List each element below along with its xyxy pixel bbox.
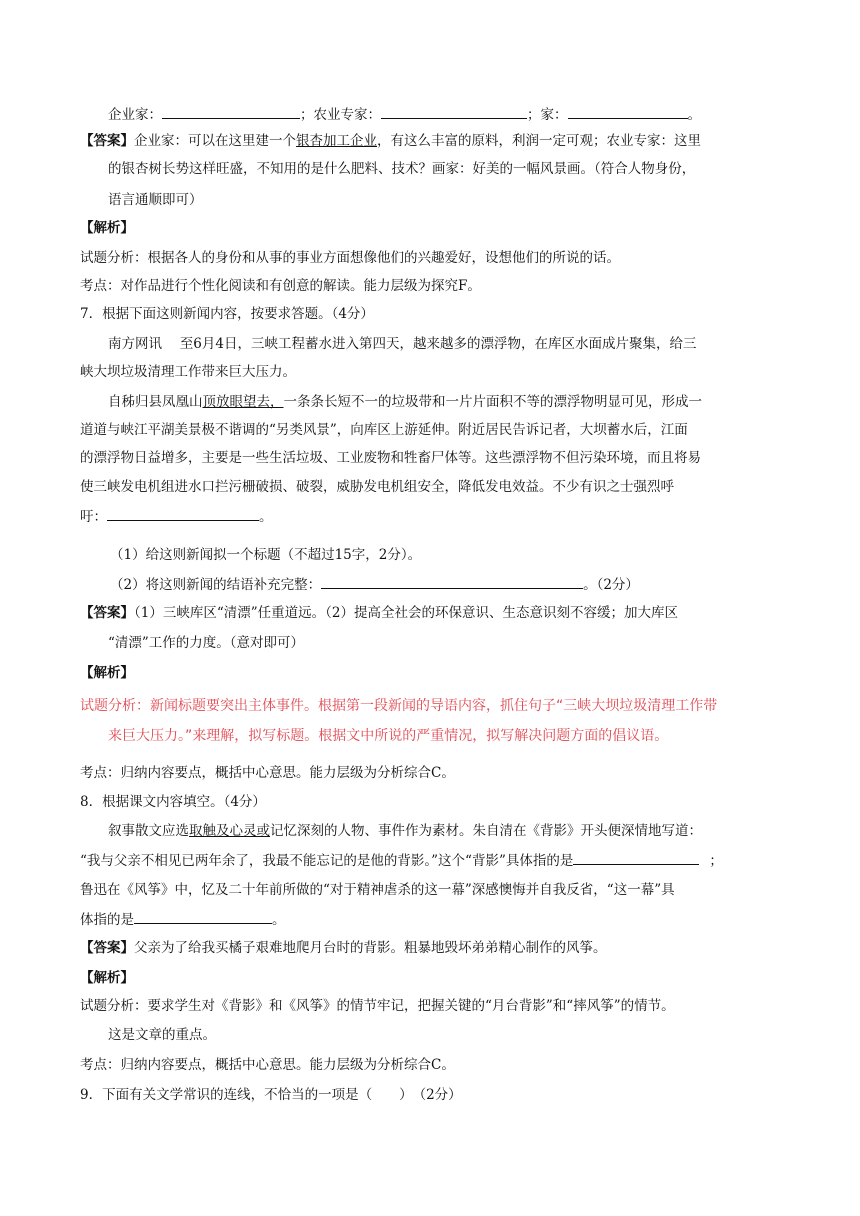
q9-title: 9．下面有关文学常识的连线，不恰当的一项是（ ） （2分） [80,1087,462,1103]
label-agri-expert: ；农业专家： [300,107,381,123]
blank-conclusion[interactable] [321,574,583,589]
q7-analysis-line-2: 来巨大压力。”来理解，拟写标题。根据文中所说的严重情况，拟写解决问题方面的倡议语。 [108,728,669,744]
q7-news-p1-line-1: 南方网讯 至6月4日，三峡工程蓄水进入第四天，越来越多的漂浮物，在库区水面成片聚集，给三 [108,336,697,352]
q6-analysis-tag: 【解析】 [80,220,134,236]
q7-sub-question-1: （1）给这则新闻拟一个标题（不超过15字，2分）。 [110,547,422,563]
q7-answer-line-1: 【答案】（1）三峡库区“清漂”任重道远。（2）提高全社会的环保意识、生态意识刻不容缓；加大库区 [80,605,678,621]
q6-point: 考点：对作品进行个性化阅读和有创意的解读。能力层级为探究F。 [80,278,481,294]
q8-point: 考点：归纳内容要点，概括中心意思。能力层级为分析综合C。 [80,1057,455,1073]
q7-news-p2-line-3: 的漂浮物日益增多，主要是一些生活垃圾、工业废物和牲畜尸体等。这些漂浮物不但污染环境，而且将易 [80,450,701,466]
q8-line-2: “我与父亲不相见已两年余了，我最不能忘记的是他的背影。”这个“背影”具体指的是 ； [80,850,800,871]
answer-tag: 【答案】 [80,940,134,956]
q8-answer: 【答案】父亲为了给我买橘子艰难地爬月台时的背影。粗暴地毁坏弟弟精心制作的风筝。 [80,940,607,956]
answer-tag: 【答案】 [80,605,134,621]
blank-fengzheng[interactable] [134,909,272,924]
q7-answer-line-2: “清漂”工作的力度。（意对即可） [108,635,305,651]
q6-answer-line-2: 的银杏树长势这样旺盛，不知用的是什么肥料、技术？画家：好美的一幅风景画。（符合人物身份， [108,161,696,177]
q7-sub-question-2: （2）将这则新闻的结语补充完整： 。（2分） [110,574,830,595]
q7-news-p1-line-2: 峡大坝垃圾清理工作带来巨大压力。 [80,364,296,380]
q8-line-3: 鲁迅在《风筝》中，忆及二十年前所做的“对于精神虐杀的这一幕”深感懊悔并自我反省，“这一幕”具 [80,882,675,898]
q8-analysis-tag: 【解析】 [80,970,134,986]
q7-news-p2-line-4: 使三峡发电机组进水口拦污栅破损、破裂，威胁发电机组安全，降低发电效益。不少有识之士强烈呼 [80,479,674,495]
q8-title: 8．根据课文内容填空。（4分） [80,794,266,810]
q7-news-p2-line-5: 吁： 。 [80,506,800,527]
q8-line-4: 体指的是 。 [80,909,800,930]
q7-analysis-tag: 【解析】 [80,665,134,681]
q7-news-p2-line-1: 自秭归县凤凰山顶放眼望去，一条条长短不一的垃圾带和一片片面积不等的漂浮物明显可见，形成一 [108,394,702,410]
blank-entrepreneur[interactable] [162,104,300,119]
q6-answer-line-3: 语言通顺即可） [108,192,203,208]
q7-title: 7．根据下面这则新闻内容，按要求答题。（4分） [80,306,374,322]
q8-analysis-line-1: 试题分析：要求学生对《背影》和《风筝》的情节牢记，把握关键的“月台背影”和“摔风筝”的情节。 [80,998,675,1014]
label-painter: ；家： [527,107,568,123]
q7-point: 考点：归纳内容要点，概括中心意思。能力层级为分析综合C。 [80,765,455,781]
answer-tag: 【答案】 [80,133,134,149]
q7-analysis-line-1: 试题分析：新闻标题要突出主体事件。根据第一段新闻的导语内容，抓住句子“三峡大坝垃圾清理工作带 [80,698,718,714]
blank-appeal[interactable] [107,506,259,521]
q6-analysis: 试题分析：根据各人的身份和从事的事业方面想像他们的兴趣爱好，设想他们的所说的话。 [80,250,620,266]
q6-fill-line: 企业家： ；农业专家： ；家： 。 [108,104,828,125]
q6-answer-line-1: 【答案】企业家：可以在这里建一个银杏加工企业，有这么丰富的原料，利润一定可观；农业专家：这里 [80,133,701,149]
blank-agri-expert[interactable] [381,104,527,119]
q8-line-1: 叙事散文应选取触及心灵或记忆深刻的人物、事件作为素材。朱自清在《背影》开头便深情地写道： [108,823,702,839]
label-entrepreneur: 企业家： [108,107,162,123]
blank-painter[interactable] [568,104,688,119]
q8-analysis-line-2: 这是文章的重点。 [108,1027,216,1043]
q7-news-p2-line-2: 道道与峡江平湖美景极不谐调的“另类风景”，向库区上游延伸。附近居民告诉记者，大坝蓄水后，江面 [80,422,688,438]
blank-beiying[interactable] [573,850,699,865]
